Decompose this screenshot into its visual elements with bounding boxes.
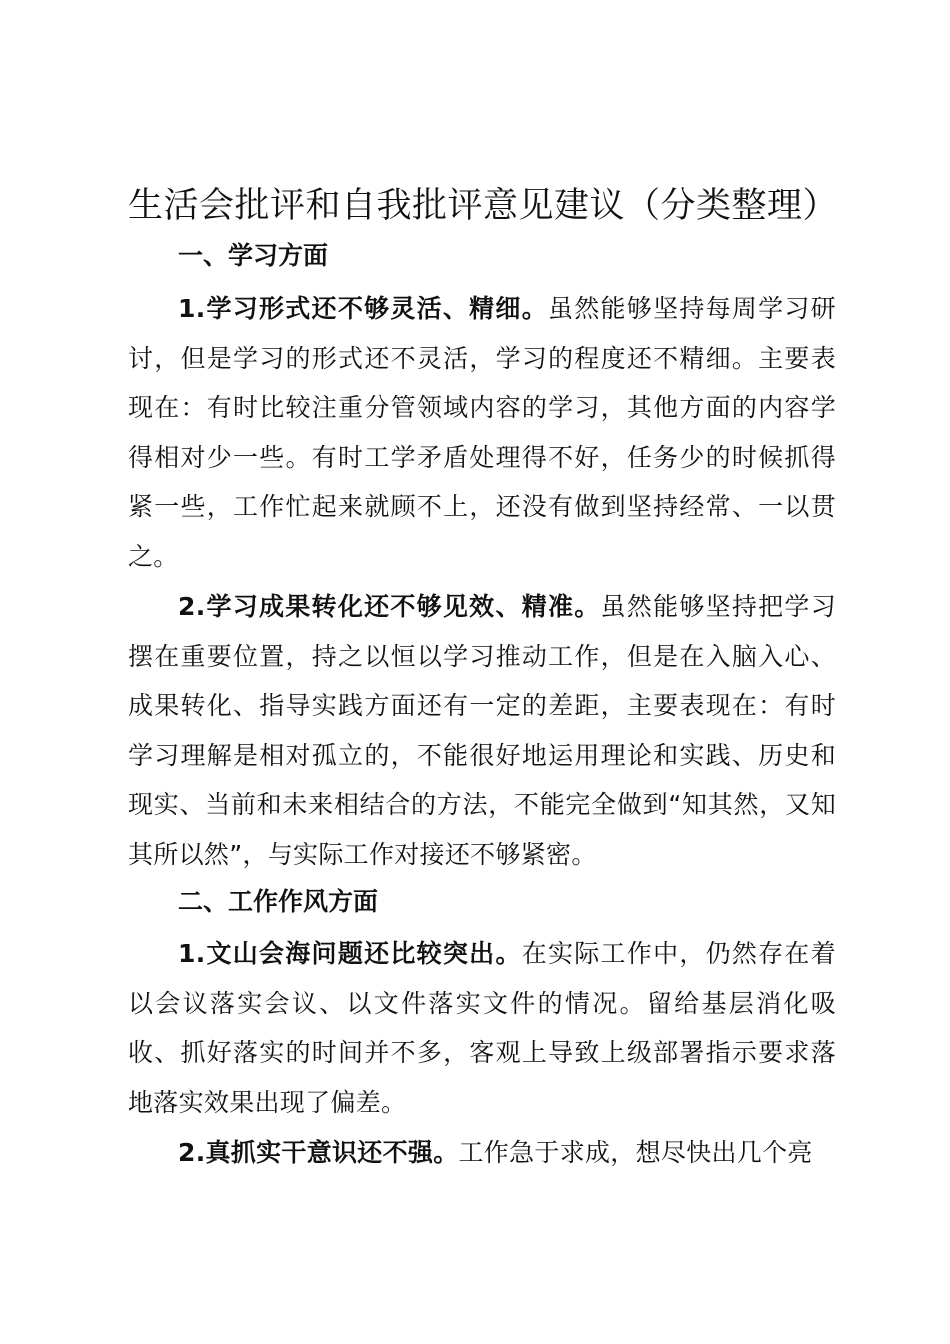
paragraph-work-1 xyxy=(128,929,836,1127)
paragraph-body: 在实际工作中，仍然存在着以会议落实会议、以文件落实文件的情况。留给基层消化吸收、抓好落实的时间并不多，客观上导致上级部署指示要求落地落实效果出现了偏差。 xyxy=(128,939,836,1117)
paragraph-body: 虽然能够坚持把学习摆在重要位置，持之以恒以学习推动工作，但是在入脑入心、成果转化、指导实践方面还有一定的差距，主要表现在：有时学习理解是相对孤立的，不能很好地运用理论和实践、历史和现实、当前和未来相结合的方法，不能完全做到“知其然，又知其所以然”，与实际工作对接还不够紧密。 xyxy=(128,592,836,869)
paragraph-lead: 2.真抓实干意识还不强。 xyxy=(178,1138,459,1167)
paragraph-work-2 xyxy=(128,1128,836,1178)
paragraph-study-1 xyxy=(128,284,836,581)
document-title: 生活会批评和自我批评意见建议（分类整理） xyxy=(128,186,839,226)
paragraph-lead: 2.学习成果转化还不够见效、精准。 xyxy=(178,592,601,621)
section-heading-study: 一、学习方面 xyxy=(178,241,329,270)
section-heading-work-style: 二、工作作风方面 xyxy=(178,887,379,916)
paragraph-body: 虽然能够坚持每周学习研讨，但是学习的形式还不灵活，学习的程度还不精细。主要表现在：有时比较注重分管领域内容的学习，其他方面的内容学得相对少一些。有时工学矛盾处理得不好，任务少的时候抓得紧一些，工作忙起来就顾不上，还没有做到坚持经常、一以贯之。 xyxy=(128,294,836,571)
paragraph-body: 工作急于求成，想尽快出几个亮 xyxy=(458,1138,813,1167)
paragraph-lead: 1.文山会海问题还比较突出。 xyxy=(178,939,522,968)
paragraph-study-2 xyxy=(128,582,836,879)
paragraph-lead: 1.学习形式还不够灵活、精细。 xyxy=(178,294,548,323)
